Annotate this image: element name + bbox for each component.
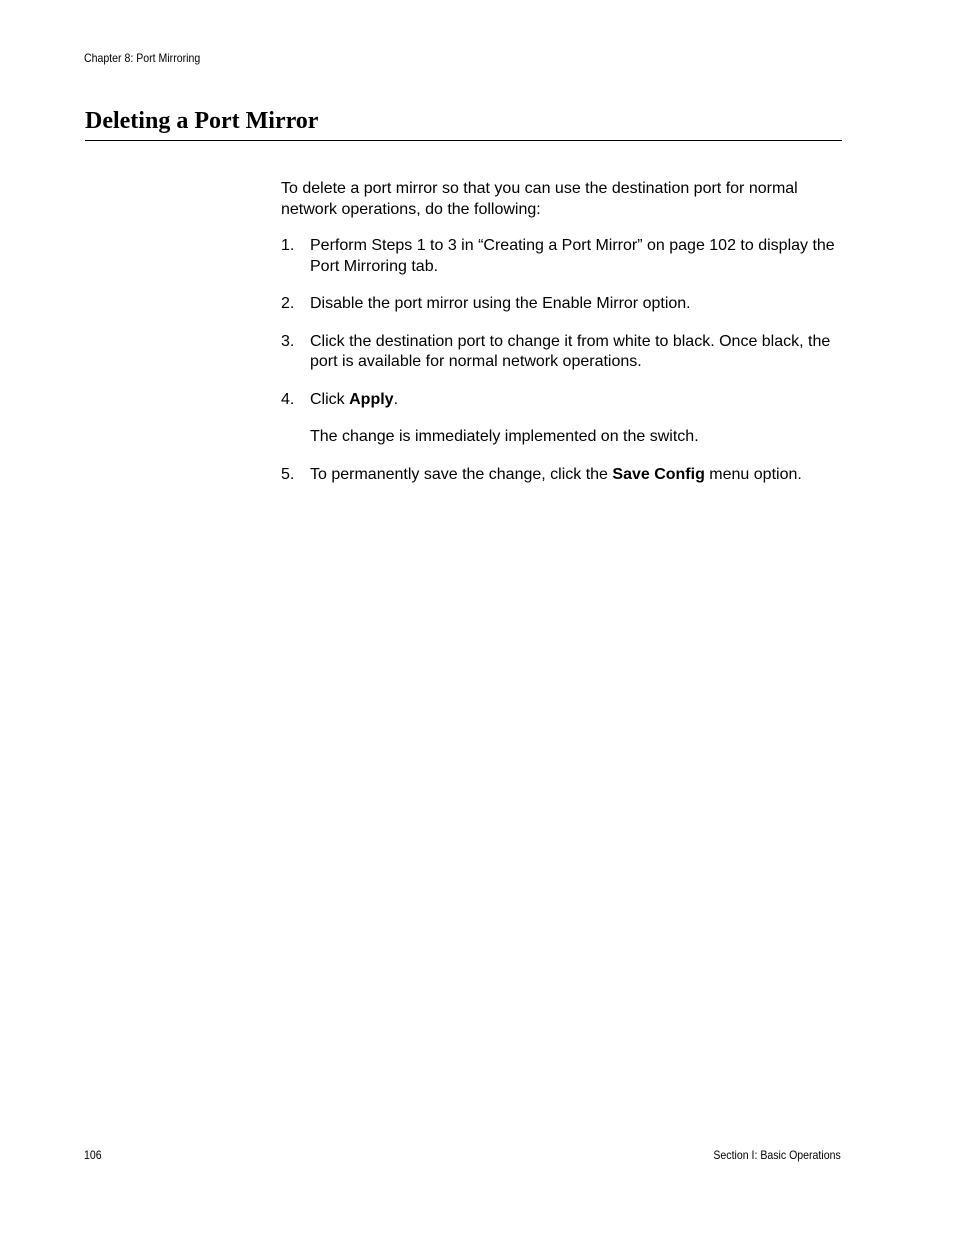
intro-paragraph: To delete a port mirror so that you can use the destination port for normal network operations, do the following: xyxy=(281,180,798,218)
step-number: 2. xyxy=(281,295,295,312)
step-3 xyxy=(281,332,846,373)
page-number: 106 xyxy=(84,1148,102,1162)
section-title: Deleting a Port Mirror xyxy=(85,108,319,134)
step-text-part: . xyxy=(393,390,399,408)
step-text xyxy=(310,390,846,411)
step-number: 3. xyxy=(281,332,295,350)
footer-section-title: Section I: Basic Operations xyxy=(713,1148,841,1162)
apply-command: Apply xyxy=(349,390,394,408)
step-note: The change is immediately implemented on the switch. xyxy=(310,428,699,445)
steps-list xyxy=(281,236,846,485)
save-config-command: Save Config xyxy=(612,465,705,483)
title-rule xyxy=(85,140,842,141)
step-5 xyxy=(281,465,846,486)
step-1 xyxy=(281,236,846,277)
step-4 xyxy=(281,390,846,448)
step-text: Disable the port mirror using the Enable Mirror option. xyxy=(310,295,691,312)
running-header: Chapter 8: Port Mirroring xyxy=(84,51,201,65)
body-content xyxy=(281,179,846,502)
step-number: 4. xyxy=(281,390,295,408)
step-text-part: Click xyxy=(310,390,350,408)
step-number: 5. xyxy=(281,465,295,483)
step-number: 1. xyxy=(281,237,295,254)
step-text: Click the destination port to change it from white to black. Once black, the port is available for normal network operations. xyxy=(310,332,831,370)
step-text-part: To permanently save the change, click the xyxy=(310,465,613,483)
step-text-part: menu option. xyxy=(704,465,802,483)
step-text xyxy=(310,465,846,486)
step-2 xyxy=(281,294,846,315)
step-text: Perform Steps 1 to 3 in “Creating a Port Mirror” on page 102 to display the Port Mirroring tab. xyxy=(310,237,835,275)
